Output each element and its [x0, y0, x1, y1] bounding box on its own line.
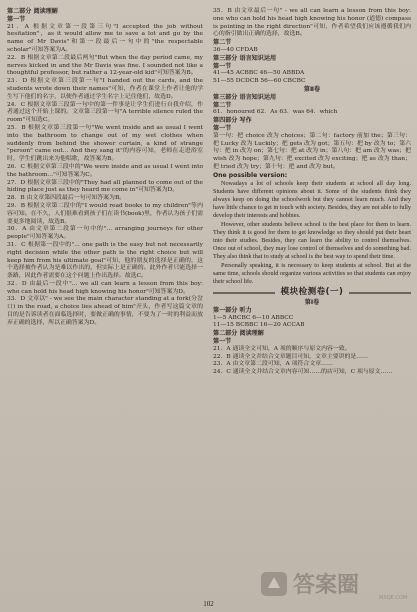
answer-line: 24．C 根据文章第三段第一句中的第一件事是让学生们进行自我介绍，作者通过这个开始上课的。文章第三段第一句"A terrible silence ruled the room"可知选C。	[7, 101, 203, 124]
right-bottom-block	[213, 299, 411, 377]
title-rule-left	[213, 292, 275, 294]
section-heading: 第一节	[213, 62, 232, 70]
essay-paragraph: Nowadays a lot of schools keep their students at school all day long. Students have different opinions about it. Some of the students think they always keep on doing the schoolwork but they cannot learn much. And they have little chance to get in touch with society. Besides, they are not able to fully develop their interests and hobbies.	[213, 179, 411, 220]
section-heading: 第一部分 听力	[213, 306, 252, 314]
section-heading: 第二节	[213, 101, 232, 109]
left-column	[7, 8, 203, 328]
essay-paragraph: However, other students believe school is the best place for them to learn. They think it is good for them to get knowledge so they should put their heart into their studies. Besides, they can learn the ability to control themselves. Once out of school, they may lose control of themselves and do something bad. They also think that to study at school is the best way to spend their time.	[213, 220, 411, 261]
answer-line: 23．D 根据文章第三段第一句"I handed out the cards, and the students wrote down their names"可知，作者在课堂上作者让他的学生写下他们的名字，以便作者通过学生名字上记住他们，故选D。	[7, 78, 203, 100]
section-heading: 第Ⅱ卷	[303, 85, 321, 93]
unit-title-band	[213, 289, 411, 297]
section-heading: 第一节	[7, 15, 26, 23]
page-number: 102	[203, 600, 214, 608]
section-heading: One possible version:	[213, 171, 288, 179]
answer-line: 1—5 ABCBC 6—10 ABBCC	[213, 314, 294, 321]
answer-line: 24．C 通读全文并结合文章内容可知……的店可知，C 项与原文……	[213, 369, 393, 376]
section-heading: 第一节	[213, 124, 232, 132]
answer-line: 61．honoured 62．As 63．was 64．which	[213, 109, 338, 116]
answer-line: 33．D 文章以" - we see the main character standing at a fork(分岔口) in the road, a choice lies ahead of him"开头，作者写这篇文章的目的是告诉读者在面临选择时，要做正确的事情，不要为了一时的利益而放弃正确的选择，所以正确答案为D。	[7, 296, 203, 326]
answer-line: 36—40 CFDAB	[213, 46, 258, 53]
section-heading: 第Ⅰ卷	[304, 298, 320, 306]
answer-line: 23．A 由文章第二段可知，A 项符合文章……	[213, 361, 333, 368]
answer-line: 29．B 根据文章第二段中的"I would read books to my children"等内容可知。在不久，人们很难看到孩子们在读书(book)里，作者认为孩子们需要更多地阅读，故选B。	[7, 202, 203, 225]
sample-essay	[213, 180, 411, 287]
answer-line: 51—55 DCDCB 56—60 CBCBC	[213, 78, 306, 85]
answer-line: 11—15 BCBBC 16—20 ACCAB	[213, 322, 305, 329]
title-rule-right	[349, 292, 411, 294]
watermark-site: MXQE.COM	[379, 595, 408, 601]
answer-line: 35．B 由文章最后一句" - we all can learn a lesson from this boy: one who can hold his head high knowing his honor (道德) compass is pointing in the right direction"可知，作者希望我们应该遵循我们内心的指引做出正确的选择，故选B。	[213, 8, 411, 38]
right-column	[213, 8, 411, 377]
answer-line: 22．B 通读全文并结合文章题目可知，文章主要讲的是……	[213, 353, 369, 360]
section-heading: 第二部分 阅读理解	[213, 330, 264, 338]
watermark-text: 答案圈	[293, 573, 360, 598]
answer-line: 28．B 由文章第四段最后一句可知答案为B。	[7, 195, 126, 202]
answer-line: 27．D 根据文章第三段中的"They had all planned to come out of the hiding place just as they heard me come in"可知答案为D。	[7, 179, 203, 194]
answer-line: 21．A 根据文章第一段第三句"I accepted the job without hesitation"，as it would allow me to save a lot and go by the name of Mr Davis"和第一段最后一句中的"the respectable scholar"可知答案为A。	[7, 23, 203, 53]
section-heading: 第三部分 语言知识运用	[213, 93, 277, 101]
right-top-block	[213, 8, 411, 180]
section-heading: 第二节	[213, 39, 232, 47]
section-heading: 第三部分 语言知识运用	[213, 54, 277, 62]
answer-line: 22．B 根据文章第二段最后两句"But when the day period came, my nerves kicked in and the Mr Davis was fine. I sounded not like a thoughtful professor, but rather a 12-year-old kid"可知答案为B。	[7, 54, 203, 77]
section-heading: 第二部分 阅读理解	[7, 8, 58, 15]
section-heading: 第一节	[213, 337, 232, 345]
section-heading: 第四部分 写作	[213, 117, 252, 125]
answer-line: 第一句：把 choice 改为 choices；第二句：factory 前加 the；第三句：把 Lucky 改为 Luckily；把 gets 改为 got；第五句：把 by 改为 to；第六句：把 in 改为 on；第七句：把 at 改为 in；第八句：把 am 改为 was；把 wish 改为 hope；第九句：把 excited 改为 exciting；把 as 改为 than；把 tried 改为 try；第十句：把 and 改为 but。	[213, 132, 411, 170]
answer-line: 25．B 根据文章第三段第一句"We went inside and as usual I went into the bathroom to change out of my wet clothes when suddenly from behind the shower curtain, a kind of strange "person" came out... And they sang it"的内容可知，老师在走进浴室时，学生们跳出来为他唱歌，故答案为B。	[7, 124, 203, 163]
answer-line: 21．A 通读全文可知，A 项的顺序与原文内容一致。	[213, 345, 351, 352]
answer-line: 41—45 ACBBC 46—50 ABBDA	[213, 70, 305, 77]
essay-paragraph: Personally speaking, it is necessary to keep students at school. But at the same time, schools should organize various activities so that students can enjoy their school life.	[213, 261, 411, 285]
answer-line: 26．C 根据文章第三段中的"We were inside and as usual I went into the bathroom..."可知答案为C。	[7, 163, 203, 178]
answer-line: 31．C 根据第一段中的"... one path is the easy but not necessarily right decision while the other path is the right choice but will keep him from his ultimate goal"可知，他的朋友的选择是正确的，这个选择被作者认为是难以作出的，但实际上是正确的。此外作者只能选择一条路，因此作者需要在这个问题上作出选择。故选C。	[7, 241, 203, 280]
watermark-logo	[261, 566, 411, 602]
answer-line: 30．A 由文章第二段第一句中的"... arranging journeys for other people"可知答案为A。	[7, 226, 203, 241]
unit-title: 模块检测卷(一)	[280, 287, 344, 298]
answer-line: 32．D 由最后一段中"... we all can learn a lesson from this boy: who can hold his head high knowing his honor"可知答案为D。	[7, 280, 203, 295]
